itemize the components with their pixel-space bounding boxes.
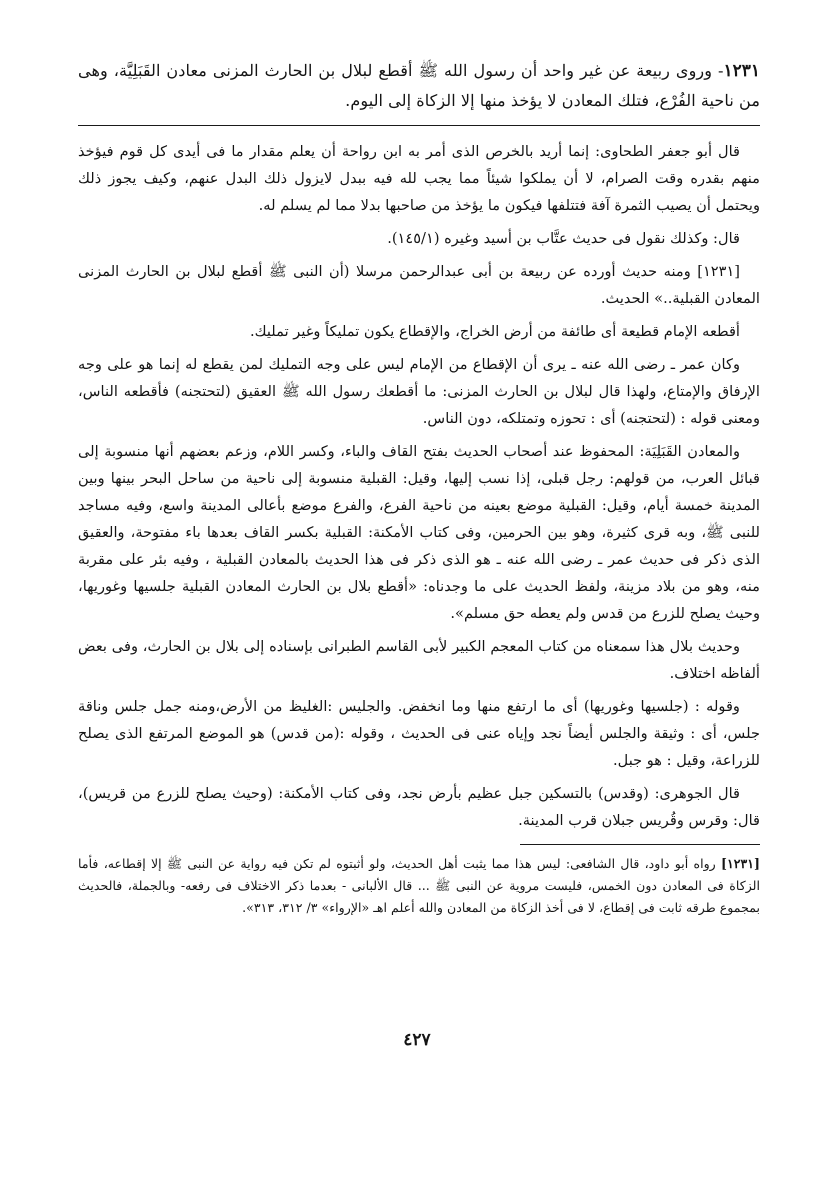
- commentary-paragraph: [١٢٣١] ومنه حديث أورده عن ربيعة بن أبى عبدالرحمن مرسلا (أن النبى ﷺ أقطع لبلال بن الحارث المزنى المعادن القبلية..» الحديث.: [78, 263, 760, 307]
- hadith-separator: -: [712, 61, 724, 80]
- hadith-text: وروى ربيعة عن غير واحد أن رسول الله ﷺ أقطع لبلال بن الحارث المزنى معادن القَبَلِيَّة، وهى من ناحية الفُرْع، فتلك المعادن لا يؤخذ منها إلا الزكاة إلى اليوم.: [78, 61, 760, 110]
- commentary-paragraph: والمعادن القَبَلِيَة: المحفوظ عند أصحاب الحديث بفتح القاف والباء، وكسر اللام، وزعم بعضهم أنها منسوبة إلى قبائل العرب، من قولهم: رجل قبلى، إذا نسب إليها، وقيل: القبلية منسوبة إلى ناحية من ساحل البحر بينها وبين المدينة خمسة أيام، وقيل: القبلية موضع بعينه من ناحية الفرع، والفرع موضع بأعالى المدينة واسع، وفيه مساجد للنبى ﷺ، وبه قرى كثيرة، وهو بين الحرمين، وفى كتاب الأمكنة: القبلية بكسر القاف بعدها باء مفتوحة، والعقيق الذى ذكر فى حديث عمر ـ رضى الله عنه ـ هو الذى ذكر فى هذا الحديث بالمعادن القبلية ، وفيه بئر على مقربة منه، وهو من بلاد مزينة، ولفظ الحديث على ما وجدناه: «أقطع بلال بن الحارث المعادن القبلية جلسيها وغوريها، وحيث يصلح للزرع من قدس ولم يعطه حق مسلم».: [78, 443, 760, 622]
- footnote: [78, 853, 760, 919]
- commentary-paragraph: قال أبو جعفر الطحاوى: إنما أريد بالخرص الذى أمر به ابن رواحة أن يعلم مقدار ما فى أيدى كل قوم فيؤخذ منهم بقدره وقت الصرام، لا أن يملكوا شيئاً مما يجب لله فيه ببدل لايزول ذلك البدل عنهم، وكيف يجوز ذلك ويحتمل أن يصيب الثمرة آفة فتتلفها فيكون ما يؤخذ من صاحبها بدلا مما لم يسلم له.: [78, 143, 760, 214]
- page-number: ٤٢٧: [403, 1030, 431, 1050]
- commentary-paragraph: وقوله : (جلسيها وغوريها) أى ما ارتفع منها وما انخفض. والجليس :الغليظ من الأرض،ومنه جمل جلس وناقة جلس، أى : وثيقة والجلس أيضاً نجد وإياه عنى فى الحديث ، وقوله :(من قدس) هو الموضع المرتفع الذى يصلح للزراعة، وقيل : هو جبل.: [78, 698, 760, 769]
- commentary-paragraph: وحديث بلال هذا سمعناه من كتاب المعجم الكبير لأبى القاسم الطبرانى بإسناده إلى بلال بن الحارث، وفى بعض ألفاظه اختلاف.: [78, 638, 760, 682]
- commentary-paragraph: قال الجوهرى: (وقدس) بالتسكين جبل عظيم بأرض نجد، وفى كتاب الأمكنة: (وحيث يصلح للزرع من قريس)، قال: وقرس وقُريس جبلان قرب المدينة.: [78, 785, 760, 829]
- commentary-paragraph: وكان عمر ـ رضى الله عنه ـ يرى أن الإقطاع من الإمام ليس على وجه التمليك لمن يقطع له إنما هو على وجه الإرفاق والإمتاع، ولهذا قال لبلال بن الحارث المزنى: ما أقطعك رسول الله ﷺ العقيق (لتحتجنه) فأقطعه الناس، ومعنى قوله : (لتحتجنه) أى : تحوزه وتمتلكه، دون الناس.: [78, 356, 760, 427]
- hadith-divider: [78, 125, 760, 126]
- page-body: [78, 56, 760, 919]
- hadith-block: [78, 56, 760, 115]
- footnote-divider: [520, 844, 760, 845]
- commentary-paragraph: أقطعه الإمام قطيعة أى طائفة من أرض الخراج، والإقطاع يكون تمليكاً وغير تمليك.: [249, 323, 740, 340]
- footnote-number: [١٢٣١]: [721, 856, 760, 871]
- commentary-paragraph: قال: وكذلك نقول فى حديث عتَّاب بن أسيد وغيره (١٤٥/١).: [387, 230, 740, 247]
- hadith-number: ١٢٣١: [723, 61, 760, 81]
- footnote-text: رواه أبو داود، قال الشافعى: ليس هذا مما يثبت أهل الحديث، ولو أثبتوه لم تكن فيه رواية عن النبى ﷺ إلا إقطاعه، فأما الزكاة فى المعادن دون الخمس، فليست مروية عن النبى ﷺ ... قال الألبانى - بعدما ذكر الاختلاف فى رفعه- وبالجملة، فالحديث بمجموع طرقه ثابت فى إقطاع، لا فى أخذ الزكاة من المعادن والله أعلم اهـ «الإرواء» ٣/ ٣١٢، ٣١٣».: [78, 856, 760, 915]
